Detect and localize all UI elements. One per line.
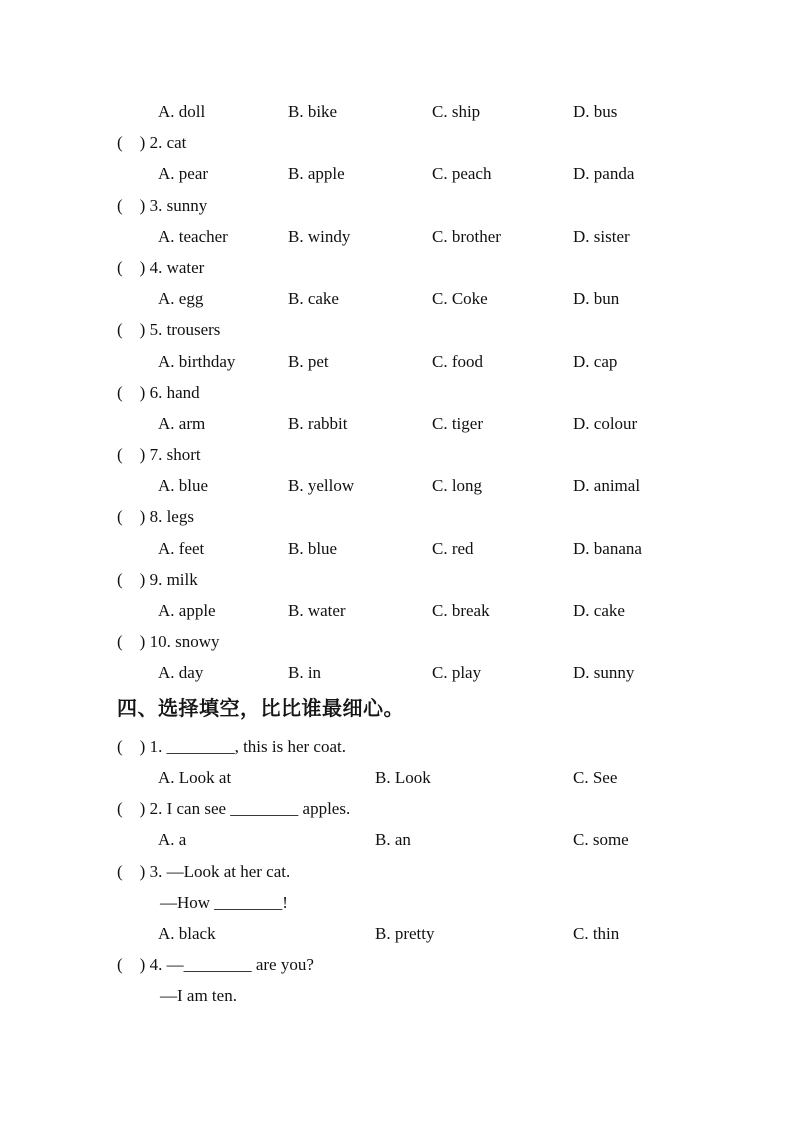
option-a: A. egg (158, 289, 204, 309)
option-b: B. pretty (375, 923, 435, 943)
option-b: B. water (288, 601, 346, 620)
question-line: ( ) 4. —________ are you? (117, 955, 314, 975)
option-b: B. windy (288, 226, 351, 246)
option-c: C. some (573, 830, 629, 850)
option-b: B. blue (288, 538, 338, 558)
question-line: ( ) 8. legs (117, 507, 194, 527)
option-d: D. cap (573, 351, 618, 371)
option-c: C. brother (432, 226, 501, 246)
options-row (117, 96, 793, 127)
option-a: A. black (158, 923, 216, 943)
option-a: A. birthday (158, 351, 236, 371)
question-line: ( ) 1. ________, this is her coat. (117, 736, 346, 756)
options-row (117, 918, 793, 949)
option-b: B. bike (288, 102, 338, 121)
option-b: B. yellow (288, 476, 355, 496)
option-a: A. a (158, 830, 187, 850)
option-b: B. in (288, 663, 322, 683)
option-a: A. Look at (158, 767, 232, 787)
question-line: ( ) 4. water (117, 257, 205, 277)
dialogue-line: —How ________! (160, 892, 288, 912)
dialogue-line: —I am ten. (160, 986, 237, 1006)
option-b: B. an (375, 830, 411, 850)
option-a: A. teacher (158, 226, 228, 246)
option-d: D. sunny (573, 663, 635, 683)
option-c: C. thin (573, 923, 620, 943)
options-row (117, 408, 793, 439)
options-row (117, 283, 793, 314)
option-a: A. blue (158, 476, 209, 496)
option-c: C. play (432, 663, 482, 683)
option-c: C. Coke (432, 289, 488, 309)
question-line: ( ) 10. snowy (117, 632, 220, 652)
options-row (117, 346, 793, 377)
option-b: B. apple (288, 164, 345, 184)
options-row (117, 470, 793, 501)
option-c: C. peach (432, 164, 492, 184)
option-a: A. arm (158, 413, 206, 433)
option-a: A. feet (158, 538, 205, 558)
option-c: C. tiger (432, 413, 483, 433)
question-line: ( ) 6. hand (117, 382, 200, 402)
option-c: C. food (432, 351, 483, 371)
option-c: C. See (573, 767, 618, 787)
option-d: D. banana (573, 538, 642, 558)
option-d: D. sister (573, 226, 630, 246)
option-c: C. red (432, 538, 474, 558)
option-a: A. day (158, 663, 204, 683)
option-d: D. cake (573, 601, 625, 620)
option-b: B. rabbit (288, 413, 348, 433)
option-a: A. doll (158, 102, 206, 121)
options-row (117, 824, 793, 855)
option-d: D. panda (573, 164, 635, 184)
option-d: D. animal (573, 476, 641, 496)
option-d: D. colour (573, 413, 638, 433)
options-row (117, 221, 793, 252)
option-a: A. pear (158, 164, 209, 184)
options-row (117, 657, 793, 688)
question-line: ( ) 9. milk (117, 569, 198, 589)
option-c: C. ship (432, 102, 481, 121)
question-line: ( ) 2. cat (117, 133, 187, 153)
section-heading: 四、选择填空，比比谁最细心。 (117, 697, 404, 720)
option-d: D. bun (573, 289, 620, 309)
options-row (117, 595, 793, 626)
option-a: A. apple (158, 601, 216, 620)
options-row (117, 762, 793, 793)
options-row (117, 533, 793, 564)
question-line: ( ) 3. —Look at her cat. (117, 861, 291, 881)
question-line: ( ) 3. sunny (117, 195, 208, 215)
option-b: B. pet (288, 351, 329, 371)
option-b: B. cake (288, 289, 339, 309)
option-b: B. Look (375, 767, 431, 787)
option-d: D. bus (573, 102, 618, 121)
question-line: ( ) 5. trousers (117, 320, 221, 340)
question-line: ( ) 7. short (117, 445, 201, 465)
option-c: C. long (432, 476, 483, 496)
question-line: ( ) 2. I can see ________ apples. (117, 799, 351, 819)
option-c: C. break (432, 601, 490, 620)
options-row (117, 158, 793, 189)
